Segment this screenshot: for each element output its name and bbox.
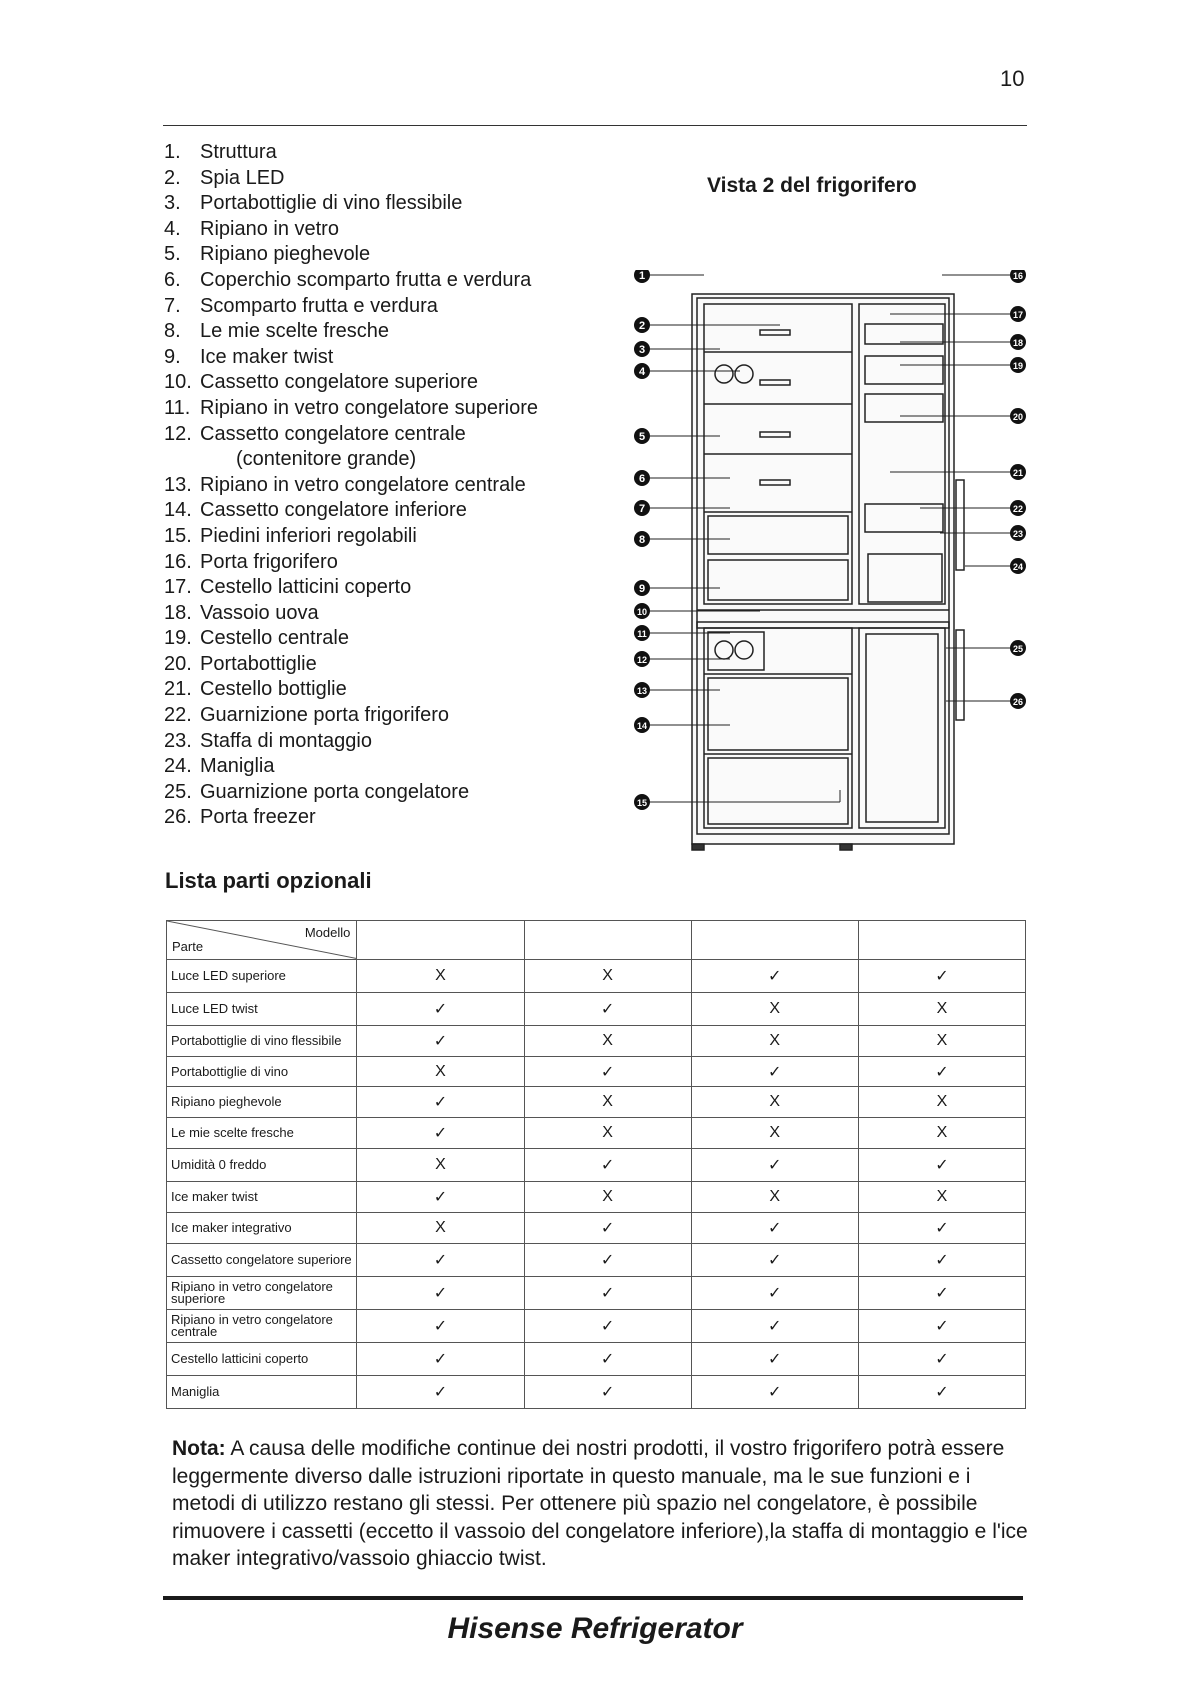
svg-text:10: 10: [636, 607, 648, 617]
svg-text:25: 25: [1012, 644, 1024, 654]
list-item: 24. Maniglia: [164, 755, 275, 778]
svg-text:14: 14: [636, 721, 648, 731]
svg-text:6: 6: [638, 473, 646, 485]
list-item: 5. Ripiano pieghevole: [164, 243, 371, 266]
callout-4: [634, 363, 650, 379]
svg-text:13: 13: [636, 686, 648, 696]
parts-list: [164, 140, 538, 831]
list-item: 21. Cestello bottiglie: [164, 678, 347, 701]
callout-1: [634, 270, 650, 283]
list-item: 23. Staffa di montaggio: [164, 729, 372, 752]
callout-22: [1010, 500, 1026, 516]
list-item: 9. Ice maker twist: [164, 345, 334, 368]
list-item: 6. Coperchio scomparto frutta e verdura: [164, 268, 532, 291]
list-item: 10. Cassetto congelatore superiore: [164, 371, 478, 394]
callout-19: [1010, 357, 1026, 373]
svg-text:11: 11: [637, 629, 647, 639]
table-header-cell: [357, 921, 524, 960]
table-row: Cestello latticini coperto ✓ ✓ ✓ ✓: [167, 1343, 1026, 1376]
svg-text:2: 2: [638, 320, 646, 332]
note-paragraph: [172, 1435, 1032, 1573]
svg-text:17: 17: [1012, 310, 1024, 320]
optional-parts-table: [166, 920, 1026, 1409]
note-text: A causa delle modifiche continue dei nostri prodotti, il vostro frigorifero potrà essere leggermente diverso dalle istruzioni riportate in questo manuale, ma le sue funzioni e i metodi di utilizzo restano gli stessi. Per ottenere più spazio nel congelatore, è possibile rimuovere i cassetti (eccetto il vassoio del congelatore inferiore),la staffa di montaggio e l'ice maker integrativo/vassoio ghiaccio twist.: [172, 1437, 1028, 1570]
list-item: 8. Le mie scelte fresche: [164, 320, 389, 343]
callout-5: [634, 428, 650, 444]
callout-9: [634, 580, 650, 596]
svg-text:26: 26: [1012, 697, 1024, 707]
svg-text:7: 7: [638, 503, 646, 515]
svg-text:24: 24: [1012, 562, 1024, 572]
table-row: Umidità 0 freddo X ✓ ✓ ✓: [167, 1149, 1026, 1182]
svg-text:23: 23: [1012, 529, 1024, 539]
list-item: 11. Ripiano in vetro congelatore superiore: [164, 396, 538, 419]
list-item: (contenitore grande): [236, 448, 417, 471]
svg-text:15: 15: [636, 798, 648, 808]
callout-10: [634, 603, 650, 619]
table-row: Portabottiglie di vino flessibile ✓ X X X: [167, 1026, 1026, 1057]
list-item: 2. Spia LED: [164, 166, 285, 189]
callout-23: [1010, 525, 1026, 541]
list-item: 14. Cassetto congelatore inferiore: [164, 499, 467, 522]
callout-20: [1010, 408, 1026, 424]
table-row: Cassetto congelatore superiore ✓ ✓ ✓ ✓: [167, 1244, 1026, 1277]
bottom-rule: [163, 1596, 1023, 1600]
list-item: 3. Portabottiglie di vino flessibile: [164, 192, 463, 215]
callout-8: [634, 531, 650, 547]
list-item: 13. Ripiano in vetro congelatore centrale: [164, 473, 526, 496]
callout-14: [634, 717, 650, 733]
table-header-diagonal-cell: [167, 921, 357, 960]
callout-17: [1010, 306, 1026, 322]
list-item: 17. Cestello latticini coperto: [164, 576, 412, 599]
table-header-row: [167, 921, 1026, 960]
optional-parts-title: Lista parti opzionali: [165, 868, 372, 893]
table-header-cell: [691, 921, 858, 960]
svg-text:16: 16: [1012, 271, 1024, 281]
table-row: Luce LED superiore X X ✓ ✓: [167, 960, 1026, 993]
list-item: 18. Vassoio uova: [164, 601, 319, 624]
svg-text:9: 9: [638, 583, 646, 595]
list-item: 16. Porta frigorifero: [164, 550, 338, 573]
callout-25: [1010, 640, 1026, 656]
callout-2: [634, 317, 650, 333]
svg-text:22: 22: [1012, 504, 1024, 514]
svg-text:1: 1: [638, 270, 646, 282]
table-row: Luce LED twist ✓ ✓ X X: [167, 993, 1026, 1026]
callout-11: [634, 625, 650, 641]
callout-26: [1010, 693, 1026, 709]
callout-21: [1010, 464, 1026, 480]
header-model: Modello: [304, 925, 351, 940]
callout-24: [1010, 558, 1026, 574]
svg-text:3: 3: [638, 344, 646, 356]
callout-15: [634, 794, 650, 810]
callouts-left: [634, 270, 650, 810]
page-number: 10: [1000, 66, 1025, 91]
list-item: 26. Porta freezer: [164, 806, 316, 829]
top-rule: [163, 125, 1027, 126]
fridge-diagram: [620, 270, 1040, 860]
list-item: 20. Portabottiglie: [164, 652, 317, 675]
list-item: 7. Scomparto frutta e verdura: [164, 294, 438, 317]
callout-13: [634, 682, 650, 698]
callout-3: [634, 341, 650, 357]
table-row: Ripiano in vetro congelatore superiore ✓ ✓ ✓ ✓: [167, 1277, 1026, 1310]
table-row: Ripiano pieghevole ✓ X X X: [167, 1087, 1026, 1118]
callout-18: [1010, 334, 1026, 350]
fridge-body: [692, 294, 964, 850]
table-row: Ripiano in vetro congelatore centrale ✓ ✓ ✓ ✓: [167, 1310, 1026, 1343]
view-title: Vista 2 del frigorifero: [707, 174, 917, 197]
callouts-right: [1010, 270, 1026, 709]
svg-text:5: 5: [638, 431, 646, 443]
svg-text:18: 18: [1012, 338, 1024, 348]
table-header-cell: [858, 921, 1025, 960]
svg-text:12: 12: [636, 655, 648, 665]
svg-text:8: 8: [638, 534, 646, 546]
list-item: 25. Guarnizione porta congelatore: [164, 780, 470, 803]
callout-6: [634, 470, 650, 486]
callout-16: [1010, 270, 1026, 283]
table-header-cell: [524, 921, 691, 960]
table-row: Portabottiglie di vino X ✓ ✓ ✓: [167, 1057, 1026, 1087]
list-item: 19. Cestello centrale: [164, 627, 349, 650]
table-row: Le mie scelte fresche ✓ X X X: [167, 1118, 1026, 1149]
callout-7: [634, 500, 650, 516]
callout-12: [634, 651, 650, 667]
svg-text:21: 21: [1012, 468, 1024, 478]
table-row: Ice maker integrativo X ✓ ✓ ✓: [167, 1213, 1026, 1244]
table-row: Ice maker twist ✓ X X X: [167, 1182, 1026, 1213]
svg-text:4: 4: [638, 366, 646, 378]
header-part: Parte: [172, 939, 204, 954]
svg-text:19: 19: [1012, 361, 1024, 371]
list-item: 15. Piedini inferiori regolabili: [164, 524, 417, 547]
list-item: 4. Ripiano in vetro: [164, 217, 339, 240]
list-item: 22. Guarnizione porta frigorifero: [164, 704, 450, 727]
table-row: Maniglia ✓ ✓ ✓ ✓: [167, 1376, 1026, 1409]
list-item: 12. Cassetto congelatore centrale: [164, 422, 466, 445]
svg-text:20: 20: [1012, 412, 1024, 422]
brand-footer: Hisense Refrigerator: [447, 1612, 743, 1645]
note-label: Nota:: [172, 1437, 226, 1460]
list-item: 1. Struttura: [164, 141, 277, 163]
